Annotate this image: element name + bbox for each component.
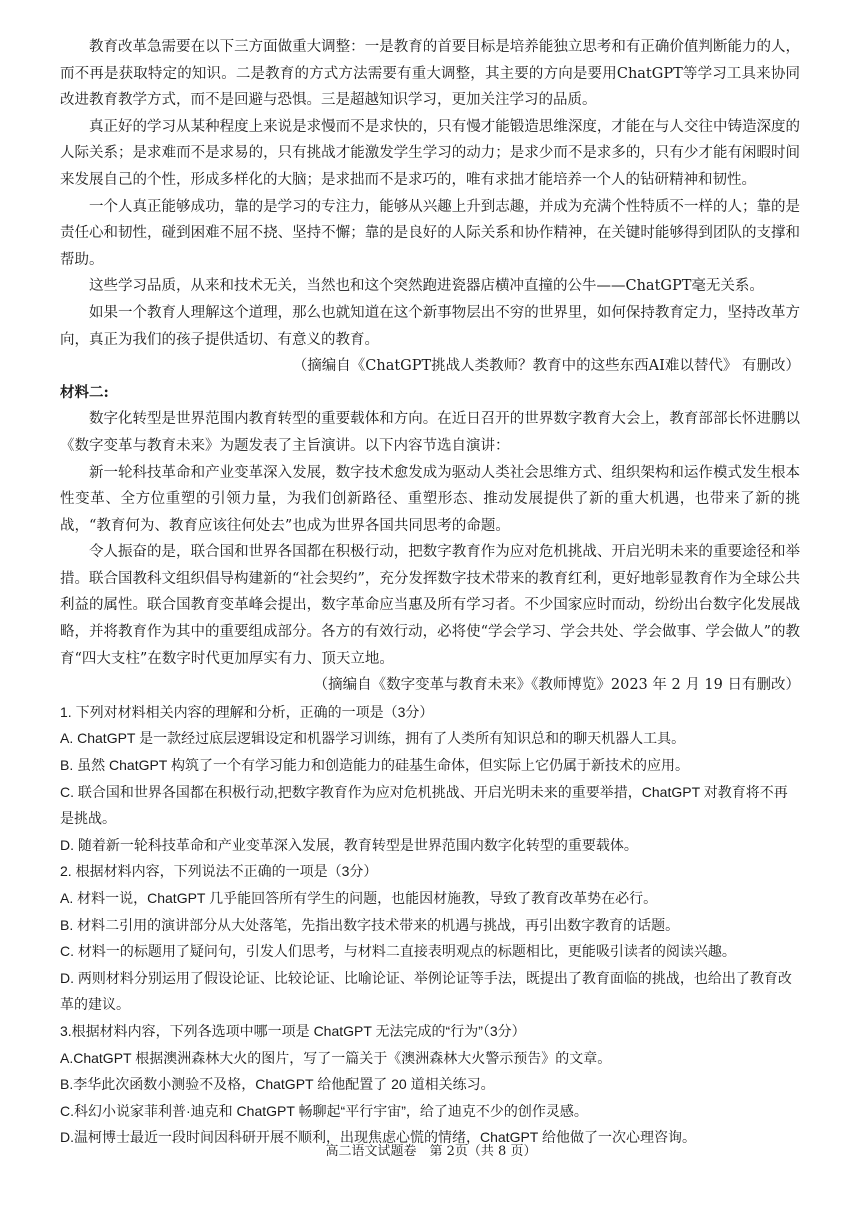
material-one-paragraph-3: 一个人真正能够成功，靠的是学习的专注力，能够从兴趣上升到志趣，并成为充满个性特质不一样的人；靠的是责任心和韧性，碰到困难不屈不挠、坚持不懈；靠的是良好的人际关系和协作精神，在关键时能够得到团队的支撑和帮助。 [60,198,800,268]
question-1-option-a: A. ChatGPT 是一款经过底层逻辑设定和机器学习训练，拥有了人类所有知识总和的聊天机器人工具。 [60,730,686,747]
question-1-stem: 1. 下列对材料相关内容的理解和分析，正确的一项是（3分） [60,703,434,720]
exam-page [60,34,800,1151]
material-one-paragraph-1: 教育改革急需要在以下三方面做重大调整：一是教育的首要目标是培养能独立思考和有正确价值判断能力的人，而不再是获取特定的知识。二是教育的方式方法需要有重大调整，其主要的方向是要用ChatGPT等学习工具来协同改进教育教学方式，而不是回避与恐惧。三是超越知识学习，更加关注学习的品质。 [60,39,800,109]
question-2-stem: 2. 根据材料内容，下列说法不正确的一项是（3分） [60,863,378,880]
material-one-paragraph-2: 真正好的学习从某种程度上来说是求慢而不是求快的，只有慢才能锻造思维深度，才能在与人交往中铸造深度的人际关系；是求难而不是求易的，只有挑战才能激发学生学习的动力；是求少而不是求多的，只有少才能有闲暇时间来发展自己的个性，形成多样化的大脑；是求拙而不是求巧的，唯有求拙才能培养一个人的钻研精神和韧性。 [60,118,800,188]
question-2-option-d: D. 两则材料分别运用了假设论证、比较论证、比喻论证、举例论证等手法，既提出了教育面临的挑战，也给出了教育改革的建议。 [60,969,792,1013]
material-two-paragraph-3: 令人振奋的是，联合国和世界各国都在积极行动，把数字教育作为应对危机挑战、开启光明未来的重要途径和举措。联合国教科文组织倡导构建新的“社会契约”，充分发挥数字技术带来的教育红利，更好地彰显教育作为全球公共利益的属性。联合国教育变革峰会提出，数字革命应当惠及所有学习者。不少国家应时而动，纷纷出台数字化发展战略，并将教育作为其中的重要组成部分。各方的有效行动，必将使“学会学习、学会共处、学会做事、学会做人”的教育“四大支柱”在数字时代更加厚实有力、顶天立地。 [60,544,800,667]
material-two-source: （摘编自《数字变革与教育未来》《教师博览》2023 年 2 月 19 日有删改） [313,677,800,694]
question-2-option-b: B. 材料二引用的演讲部分从大处落笔，先指出数字技术带来的机遇与挑战，再引出数字教育的话题。 [60,916,680,933]
question-3-option-c: C.科幻小说家菲利普·迪克和 ChatGPT 畅聊起“平行宇宙”，给了迪克不少的创作灵感。 [60,1102,588,1119]
material-two-paragraph-2: 新一轮科技革命和产业变革深入发展，数字技术愈发成为驱动人类社会思维方式、组织架构和运作模式发生根本性变革、全方位重塑的引领力量，为我们创新路径、重塑形态、推动发展提供了新的重大机遇，也带来了新的挑战，“教育何为、教育应该往何处去”也成为世界各国共同思考的命题。 [60,464,800,534]
material-one-paragraph-5: 如果一个教育人理解这个道理，那么也就知道在这个新事物层出不穷的世界里，如何保持教育定力，坚持改革方向，真正为我们的孩子提供适切、有意义的教育。 [60,304,800,348]
page-footer [0,1140,860,1159]
page-footer-text: 高二语文试题卷 第 2页（共 8 页） [325,1144,537,1159]
question-3-stem: 3.根据材料内容，下列各选项中哪一项是 ChatGPT 无法完成的“行为”（3分） [60,1022,526,1039]
question-3-option-a: A.ChatGPT 根据澳洲森林大火的图片，写了一篇关于《澳洲森林大火警示预告》的文章。 [60,1049,612,1066]
material-one-source: （摘编自《ChatGPT挑战人类教师？教育中的这些东西AI难以替代》 有删改） [292,358,800,375]
question-1-option-b: B. 虽然 ChatGPT 构筑了一个有学习能力和创造能力的硅基生命体，但实际上它仍属于新技术的应用。 [60,757,689,774]
question-3-option-b: B.李华此次函数小测验不及格，ChatGPT 给他配置了 20 道相关练习。 [60,1076,495,1093]
question-1-option-d: D. 随着新一轮科技革命和产业变革深入发展，教育转型是世界范围内数字化转型的重要载体。 [60,836,638,853]
question-2-option-c: C. 材料一的标题用了疑问句，引发人们思考，与材料二直接表明观点的标题相比，更能吸引读者的阅读兴趣。 [60,943,736,960]
question-1-option-c: C. 联合国和世界各国都在积极行动,把数字教育作为应对危机挑战、开启光明未来的重要举措，ChatGPT 对教育将不再是挑战。 [60,783,788,827]
material-two-heading: 材料二: [60,383,109,401]
question-2-option-a: A. 材料一说，ChatGPT 几乎能回答所有学生的问题，也能因材施教，导致了教育改革势在必行。 [60,890,658,906]
question-3-option-d: D.温柯博士最近一段时间因科研开展不顺利，出现焦虑心慌的情绪，ChatGPT 给他做了一次心理咨询。 [60,1129,696,1146]
material-one-paragraph-4: 这些学习品质，从来和技术无关，当然也和这个突然跑进瓷器店横冲直撞的公牛——ChatGPT毫无关系。 [89,278,764,295]
material-two-paragraph-1: 数字化转型是世界范围内教育转型的重要载体和方向。在近日召开的世界数字教育大会上，教育部部长怀进鹏以《数字变革与教育未来》为题发表了主旨演讲。以下内容节选自演讲： [60,411,800,454]
